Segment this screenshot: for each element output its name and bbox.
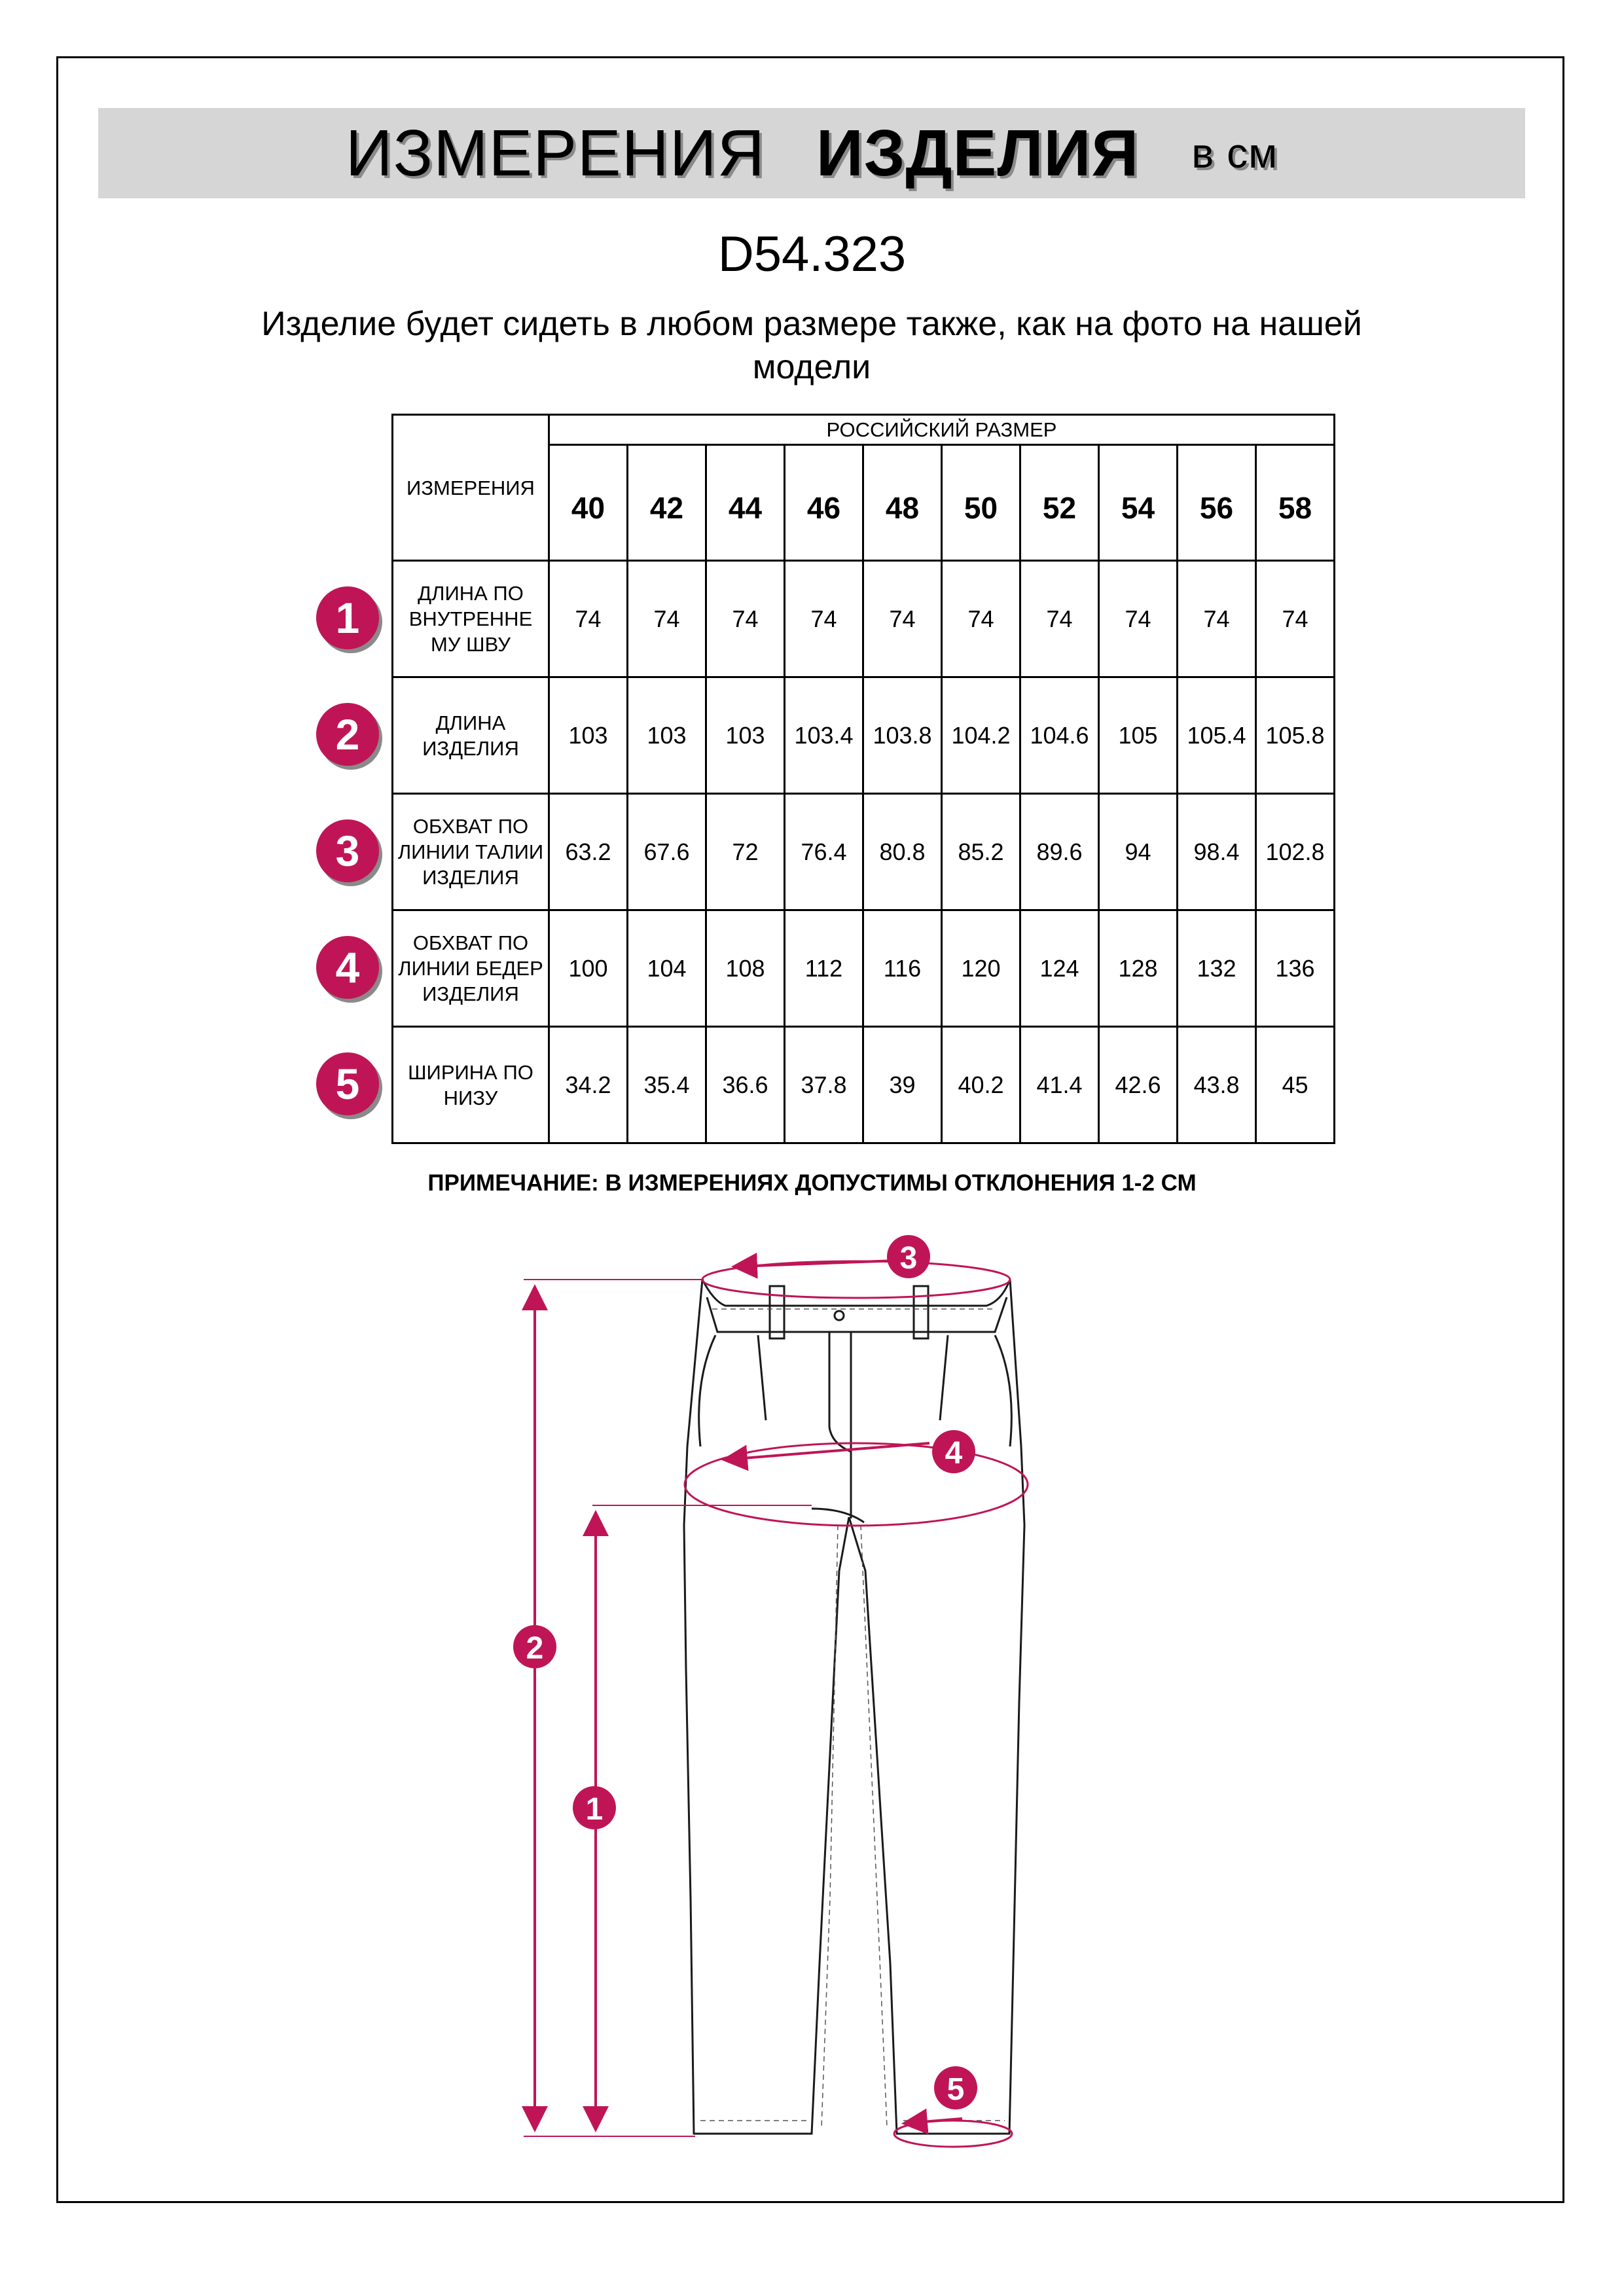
- measurement-value: 108: [706, 910, 785, 1027]
- tolerance-note: ПРИМЕЧАНИЕ: В ИЗМЕРЕНИЯХ ДОПУСТИМЫ ОТКЛОНЕНИЯ 1-2 СМ: [427, 1170, 1197, 1196]
- measurement-value: 74: [942, 561, 1020, 677]
- size-header: 52: [1020, 445, 1099, 561]
- measurement-value: 120: [942, 910, 1020, 1027]
- measurement-value: 74: [785, 561, 863, 677]
- measurement-label: ОБХВАТ ПО ЛИНИИ ТАЛИИ ИЗДЕЛИЯ: [393, 794, 549, 910]
- measurement-value: 128: [1099, 910, 1178, 1027]
- measurement-value: 74: [1099, 561, 1178, 677]
- measurement-value: 105.4: [1178, 677, 1256, 794]
- measurement-label: ОБХВАТ ПО ЛИНИИ БЕДЕР ИЗДЕЛИЯ: [393, 910, 549, 1027]
- pants-outline: [684, 1280, 1024, 2134]
- measurement-value: 94: [1099, 794, 1178, 910]
- measurement-value: 103: [628, 677, 706, 794]
- measurement-value: 136: [1256, 910, 1335, 1027]
- row-number-badge: 1: [316, 586, 379, 649]
- title-word-measurements: ИЗМЕРЕНИЯ: [345, 116, 765, 190]
- measurement-value: 103.4: [785, 677, 863, 794]
- measurement-value: 102.8: [1256, 794, 1335, 910]
- row-number-badge: 4: [316, 936, 379, 999]
- measurement-value: 124: [1020, 910, 1099, 1027]
- measurement-value: 39: [863, 1027, 942, 1143]
- diagram-marker-5: [934, 2066, 977, 2109]
- row-number-badge: 3: [316, 819, 379, 882]
- measurement-value: 85.2: [942, 794, 1020, 910]
- measurement-value: 34.2: [549, 1027, 628, 1143]
- measurement-value: 105: [1099, 677, 1178, 794]
- measurement-value: 37.8: [785, 1027, 863, 1143]
- measurement-value: 74: [628, 561, 706, 677]
- size-header: 44: [706, 445, 785, 561]
- size-header: 42: [628, 445, 706, 561]
- measurement-value: 103.8: [863, 677, 942, 794]
- measurement-label: ШИРИНА ПО НИЗУ: [393, 1027, 549, 1143]
- measurement-value: 132: [1178, 910, 1256, 1027]
- measurement-value: 104.6: [1020, 677, 1099, 794]
- measurement-value: 74: [1178, 561, 1256, 677]
- measurement-value: 98.4: [1178, 794, 1256, 910]
- measurement-value: 100: [549, 910, 628, 1027]
- size-header: 40: [549, 445, 628, 561]
- measurement-value: 74: [706, 561, 785, 677]
- measurement-value: 112: [785, 910, 863, 1027]
- diagram-marker-1: [573, 1786, 616, 1829]
- measurement-value: 104: [628, 910, 706, 1027]
- measurement-value: 35.4: [628, 1027, 706, 1143]
- measurement-value: 36.6: [706, 1027, 785, 1143]
- diagram-marker-2-label: 2: [526, 1631, 544, 1666]
- measurement-overlays: [524, 1261, 1028, 2147]
- article-number: D54.323: [717, 226, 907, 282]
- size-header: 54: [1099, 445, 1178, 561]
- measurement-value: 63.2: [549, 794, 628, 910]
- row-number-badge: 5: [316, 1052, 379, 1115]
- measurement-value: 89.6: [1020, 794, 1099, 910]
- title-unit: в см: [1191, 130, 1278, 177]
- measurement-value: 103: [549, 677, 628, 794]
- measurement-value: 74: [1256, 561, 1335, 677]
- measurement-value: 74: [863, 561, 942, 677]
- measurement-value: 42.6: [1099, 1027, 1178, 1143]
- measurement-value: 105.8: [1256, 677, 1335, 794]
- diagram-marker-4: [932, 1430, 975, 1473]
- diagram-marker-2: [513, 1625, 556, 1668]
- size-header: 46: [785, 445, 863, 561]
- measurement-value: 72: [706, 794, 785, 910]
- measurement-value: 45: [1256, 1027, 1335, 1143]
- measurement-value: 74: [1020, 561, 1099, 677]
- size-header: 56: [1178, 445, 1256, 561]
- size-header: 58: [1256, 445, 1335, 561]
- measurement-label: ДЛИНА ИЗДЕЛИЯ: [393, 677, 549, 794]
- size-header: 50: [942, 445, 1020, 561]
- measurement-value: 40.2: [942, 1027, 1020, 1143]
- diagram-marker-5-label: 5: [947, 2072, 965, 2107]
- diagram-marker-4-label: 4: [945, 1436, 963, 1471]
- row-number-badge: 2: [316, 703, 379, 766]
- measurement-value: 43.8: [1178, 1027, 1256, 1143]
- measurement-value: 74: [549, 561, 628, 677]
- measurement-value: 76.4: [785, 794, 863, 910]
- diagram-marker-3-label: 3: [899, 1241, 918, 1276]
- measurement-value: 67.6: [628, 794, 706, 910]
- measurement-value: 80.8: [863, 794, 942, 910]
- title-word-product: ИЗДЕЛИЯ: [816, 116, 1140, 190]
- size-header: 48: [863, 445, 942, 561]
- diagram-marker-3: [887, 1235, 930, 1278]
- measurement-value: 103: [706, 677, 785, 794]
- measurement-value: 41.4: [1020, 1027, 1099, 1143]
- diagram-marker-1-label: 1: [585, 1792, 604, 1827]
- table-corner-label: ИЗМЕРЕНИЯ: [393, 415, 549, 561]
- measurement-label: ДЛИНА ПО ВНУТРЕННЕ МУ ШВУ: [393, 561, 549, 677]
- size-group-header: РОССИЙСКИЙ РАЗМЕР: [549, 415, 1335, 445]
- fit-note: Изделие будет сидеть в любом размере также, как на фото на нашей модели: [261, 305, 1362, 386]
- measurement-value: 104.2: [942, 677, 1020, 794]
- measurement-value: 116: [863, 910, 942, 1027]
